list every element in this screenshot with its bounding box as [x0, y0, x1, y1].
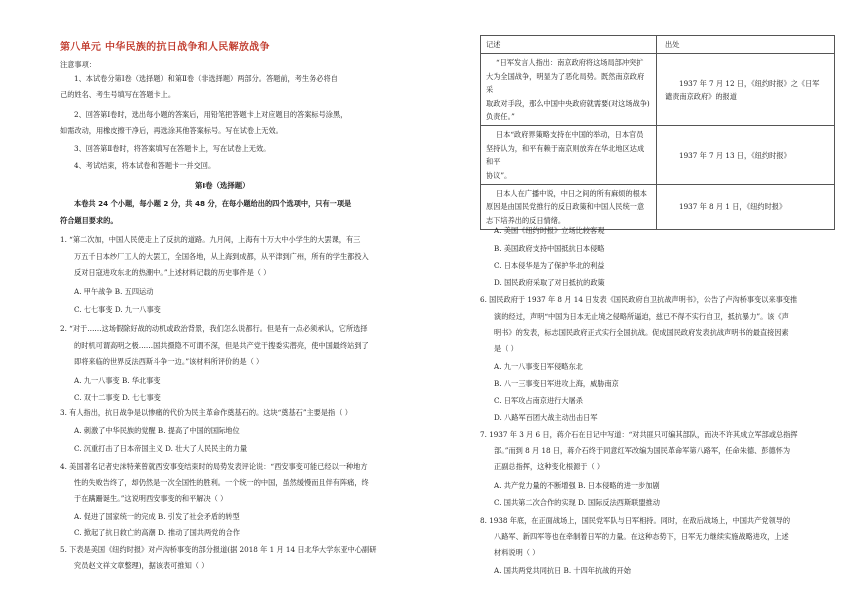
option-line: C. 沉重打击了日本帝国主义 D. 壮大了人民民主的力量 — [74, 444, 248, 453]
notice-heading: 注意事项： — [60, 60, 96, 69]
question-line: 6. 国民政府于 1937 年 8 月 14 日发表《国民政府自卫抗战声明书》，公告了卢沟桥事变以来事变推 — [480, 295, 798, 304]
notice-line: 如需改动，用橡皮擦干净后，再选涂其他答案标号。写在试卷上无效。 — [60, 126, 283, 135]
option-line: C. 双十二事变 D. 七七事变 — [74, 393, 161, 402]
section-intro: 符合题目要求的。 — [60, 216, 118, 225]
question-line: 5. 下表是美国《纽约时报》对卢沟桥事变的部分报道(据 2018 年 1 月 14 日北华大学东亚中心副研 — [60, 545, 377, 554]
question-line: 4. 美国著名记者史沫特莱曾就西安事变结束时的局势发表评论说：“西安事变可能已经以一种地方 — [60, 462, 368, 471]
table-header-cell: 记述 — [481, 36, 657, 54]
question-line: 究员赵文祥文章整理)，据该表可推知（ ） — [74, 561, 209, 570]
option-line: A. 国共两党共同抗日 B. 十四年抗战的开始 — [494, 566, 631, 575]
question-line: 性的失败告终了，却仍然是一次全国性的胜利。一个统一的中国，虽然缓慢而且伴有阵痛，终 — [74, 478, 369, 487]
option-line: C. 国共第二次合作的实现 D. 国际反法西斯联盟推动 — [494, 498, 660, 507]
table-header-cell: 出处 — [657, 36, 835, 54]
table-cell-desc: 日本人在广播中说，中日之间的所有麻烦的根本 原因是由国民党推行的反日政策和中国人民统一意 志下培养出的反日情绪。 — [481, 185, 657, 230]
question-line: 1. “第二次加，中国人民使走上了反抗的道路。九月间，上海有十万大中小学生的大罢课，有三 — [60, 235, 361, 244]
table-header-row — [481, 36, 835, 54]
notice-line: 1、本试卷分第Ⅰ卷（选择题）和第Ⅱ卷（非选择题）两部分。答题前，考生务必将自 — [74, 74, 338, 83]
page-title: 第八单元 中华民族的抗日战争和人民解放战争 — [60, 42, 270, 53]
table-cell-desc: 日本“政府界策略支持在中国的举动，日本官员 坚持认为，和平有赖于南京则放弃在华北地区达成和平 协议”。 — [481, 126, 657, 185]
question-line: 万五千日本纱厂工人的大罢工，全国各地，从上海到成都，从平津到广州，所有的学生都投入 — [74, 252, 369, 261]
option-line: A. 促进了国家统一的完成 B. 引发了社会矛盾的转型 — [74, 512, 240, 521]
option-line: A. 九一八事变日军侵略东北 — [494, 362, 583, 371]
table-row — [481, 185, 835, 230]
question-line: 八路军、新四军等也在牵制着日军的力量。在这种态势下，日军无力继续实施战略进攻，上述 — [494, 532, 789, 541]
question-line: 部。”而到 8 月 18 日，蒋介石终于同意红军改编为国民革命军第八路军，任命朱德、彭德怀为 — [494, 446, 791, 455]
question-line: 正副总指挥，这种变化根源于（ ） — [494, 462, 605, 471]
question-line: 3. 有人指出，抗日战争是以惨痛的代价为民主革命作奠基石的。这块“奠基石”主要是指（ ） — [60, 408, 352, 417]
option-line: B. 八一三事变日军进攻上海，威胁南京 — [494, 379, 619, 388]
option-line: B. 美国政府支持中国抵抗日本侵略 — [494, 244, 605, 253]
question-line: 2. “对于……这场假除好战的动机或政治背景，我们怎么说都行。但是有一点必须承认，它所选择 — [60, 324, 368, 333]
table-row — [481, 54, 835, 126]
question-line: 反对日寇进攻东北的热潮中。”上述材料记载的历史事件是（ ） — [74, 268, 271, 277]
option-line: A. 甲午战争 B. 五四运动 — [74, 287, 154, 296]
option-line: A. 共产党力量的不断增强 B. 日本侵略的进一步加剧 — [494, 481, 660, 490]
notice-line: 己的姓名、考生号填写在答题卡上。 — [60, 90, 176, 99]
notice-line: 3、回答第Ⅱ卷时，将答案填写在答题卡上，写在试卷上无效。 — [74, 144, 271, 153]
table-row — [481, 126, 835, 185]
table-cell-source: 1937 年 7 月 13 日，《纽约时报》 — [657, 126, 835, 185]
option-line: A. 刺激了中华民族的觉醒 B. 提高了中国的国际地位 — [74, 426, 240, 435]
question-line: 8. 1938 年底，在正面战场上，国民党军队与日军相持。同时，在敌后战场上，中国共产党领导的 — [480, 516, 791, 525]
table-cell-desc: “日军发言人指出：南京政府将这场局部冲突扩 大为全国战争，明显为了恶化局势。既然南京政府采 取政对手段，那么中国中央政府就需要(对这场战争) 负责任。” — [481, 54, 657, 126]
option-line: A. 九一八事变 B. 华北事变 — [74, 376, 161, 385]
question-line: 7. 1937 年 3 月 6 日，蒋介石在日记中写道：“对共匪只可编其部队，而决不许其成立军部或总指挥 — [480, 430, 798, 439]
question-line: 的时机可谓高明之极……国共摄隐不可谓不深，但是共产党干搜委实潜亮，使中国最终站到了 — [74, 341, 369, 350]
option-line: C. 掀起了抗日救亡的高潮 D. 推动了国共两党的合作 — [74, 528, 240, 537]
option-line: A. 美国《纽约时报》立场比较客观 — [494, 226, 605, 235]
section-heading: 第Ⅰ卷（选择题） — [195, 181, 250, 190]
notice-line: 4、考试结束，将本试卷和答题卡一并交回。 — [74, 161, 216, 170]
option-line: D. 八路军百团大战主动出击日军 — [494, 413, 598, 422]
question-line: 是（ ） — [494, 344, 518, 353]
question-line: 即将来临的世界反法西斯斗争一边。”该材料所评价的是（ ） — [74, 357, 264, 366]
question-line: 明书》的发表，标志国民政府正式实行全国抗战。促成国民政府发表抗战声明书的最直接因素 — [494, 328, 789, 337]
section-intro: 本卷共 24 个小题，每小题 2 分，共 48 分，在每小题给出的四个选项中，只有一项是 — [74, 199, 352, 208]
question-line: 于在蹒跚诞生。”这说明西安事变的和平解决（ ） — [74, 494, 228, 503]
question-line: 材料说明（ ） — [494, 548, 540, 557]
option-line: C. 日本侵华是为了保护华北的利益 — [494, 261, 605, 270]
question-line: 演的经过，声明“中国为日本无止境之侵略所逼迫，兹已不得不实行自卫，抵抗暴力”。该《声 — [494, 312, 789, 321]
option-line: D. 国民政府采取了对日抵抗的政策 — [494, 278, 605, 287]
option-line: C. 七七事变 D. 九一八事变 — [74, 305, 161, 314]
report-table — [480, 35, 835, 230]
table-cell-source: 1937 年 7 月 12 日，《纽约时报》之《日军 谴责南京政府》的报道 — [657, 54, 835, 126]
option-line: C. 日军攻占南京进行大屠杀 — [494, 396, 583, 405]
notice-line: 2、回答第Ⅰ卷时，选出每小题的答案后，用铅笔把答题卡上对应题目的答案标号涂黑， — [74, 110, 348, 119]
table-cell-source: 1937 年 8 月 1 日，《纽约时报》 — [657, 185, 835, 230]
